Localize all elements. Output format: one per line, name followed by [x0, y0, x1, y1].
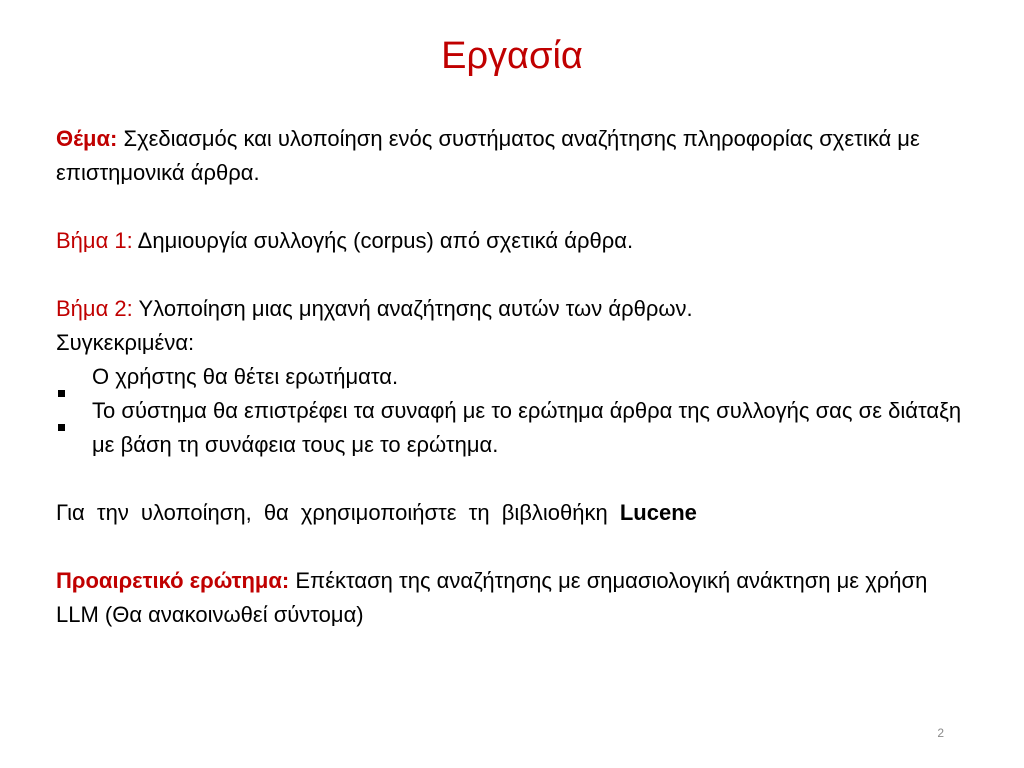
step2-text: Υλοποίηση μιας μηχανή αναζήτησης αυτών των άρθρων. [132, 296, 693, 321]
step2-intro: Συγκεκριμένα: [56, 330, 195, 355]
square-bullet-icon [58, 373, 65, 380]
topic-text: Σχεδιασμός και υλοποίηση ενός συστήματος αναζήτησης πληροφορίας σχετικά με επιστημονικά άρθρα. [56, 126, 920, 185]
list-item [56, 360, 976, 394]
step2-bullet-list [56, 360, 976, 462]
slide-body [56, 122, 976, 632]
bullet-text: Το σύστημα θα επιστρέφει τα συναφή με το ερώτημα άρθρα της συλλογής σας σε διάταξη με βάση τη συνάφεια τους με το ερώτημα. [92, 398, 962, 457]
step2-paragraph [56, 292, 976, 326]
topic-label: Θέμα: [56, 126, 118, 151]
step1-label: Βήμα 1: [56, 228, 133, 253]
library-name: Lucene [619, 500, 697, 525]
step1-paragraph [56, 224, 976, 258]
spacer [56, 258, 976, 292]
slide-title: Εργασία [441, 35, 583, 77]
spacer [56, 530, 976, 564]
list-item [56, 394, 976, 462]
spacer [56, 190, 976, 224]
step2-label: Βήμα 2: [56, 296, 133, 321]
implementation-text: Για την υλοποίηση, θα χρησιμοποιήστε τη βιβλιοθήκη [56, 500, 620, 525]
optional-paragraph [56, 564, 976, 632]
spacer [56, 462, 976, 496]
step1-text: Δημιουργία συλλογής (corpus) από σχετικά άρθρα. [132, 228, 634, 253]
page-number: 2 [937, 726, 944, 740]
topic-paragraph [56, 122, 976, 190]
square-bullet-icon [58, 407, 65, 414]
implementation-paragraph [56, 496, 976, 530]
optional-text: Επέκταση της αναζήτησης με σημασιολογική ανάκτηση με χρήση LLM (Θα ανακοινωθεί σύντομα) [56, 568, 928, 627]
bullet-text: Ο χρήστης θα θέτει ερωτήματα. [92, 364, 399, 389]
optional-label: Προαιρετικό ερώτημα: [56, 568, 290, 593]
